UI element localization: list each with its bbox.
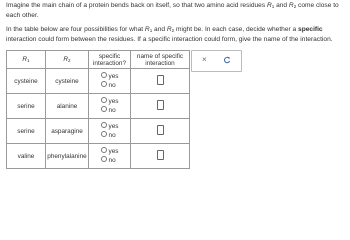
header-r1: $R_1$ (7, 51, 46, 69)
table-row (7, 144, 190, 169)
radio-circle-icon[interactable] (101, 106, 107, 112)
specific-radio-cell (89, 69, 131, 94)
radio-no[interactable]: no (101, 131, 119, 140)
radio-yes[interactable]: yes (101, 72, 119, 81)
radio-circle-icon[interactable] (101, 156, 107, 162)
header-interaction-name: name of specific interaction (131, 51, 190, 69)
radio-circle-icon[interactable] (101, 97, 107, 103)
radio-circle-icon[interactable] (101, 131, 107, 137)
header-r2: $R_2$ (46, 51, 89, 69)
radio-circle-icon[interactable] (101, 72, 107, 78)
interaction-name-input[interactable] (157, 150, 164, 160)
radio-yes[interactable]: yes (101, 97, 119, 106)
cell-r2: cysteine (46, 69, 89, 94)
specific-radio-cell (89, 144, 131, 169)
specific-radio-cell (89, 94, 131, 119)
answer-tools-panel (191, 50, 242, 72)
interaction-name-input[interactable] (157, 75, 164, 85)
cell-r2: asparagine (46, 119, 89, 144)
interaction-name-cell (131, 119, 190, 144)
undo-icon[interactable] (223, 56, 231, 64)
table-row (7, 119, 190, 144)
interaction-name-cell (131, 69, 190, 94)
interaction-name-input[interactable] (157, 100, 164, 110)
radio-circle-icon[interactable] (101, 122, 107, 128)
cell-r2: alanine (46, 94, 89, 119)
cell-r1: serine (7, 119, 46, 144)
interaction-name-cell (131, 144, 190, 169)
radio-no[interactable]: no (101, 156, 119, 165)
radio-yes[interactable]: yes (101, 147, 119, 156)
interaction-table (6, 50, 190, 169)
radio-no[interactable]: no (101, 106, 119, 115)
interaction-name-cell (131, 94, 190, 119)
radio-no[interactable]: no (101, 81, 119, 90)
table-header-row (7, 51, 190, 69)
radio-circle-icon[interactable] (101, 81, 107, 87)
cell-r2: phenylalanine (46, 144, 89, 169)
interaction-name-input[interactable] (157, 125, 164, 135)
cell-r1: valine (7, 144, 46, 169)
radio-circle-icon[interactable] (101, 147, 107, 153)
specific-radio-cell (89, 119, 131, 144)
radio-yes[interactable]: yes (101, 122, 119, 131)
cell-r1: serine (7, 94, 46, 119)
cell-r1: cysteine (7, 69, 46, 94)
x-icon[interactable]: × (202, 55, 207, 64)
table-row (7, 94, 190, 119)
instructions-text: In the table below are four possibilities for what $R_1$ and $R_2$ might be. In each case, decide whether a specific interaction could form between the residues. If a specific interaction could form, give the name of the interaction. (6, 26, 333, 43)
table-row (7, 69, 190, 94)
intro-text: Imagine the main chain of a protein bends back on itself, so that two amino acid residues $R_1$ and $R_2$ come close to each other. (6, 2, 339, 19)
header-specific-interaction: specific interaction? (89, 51, 131, 69)
